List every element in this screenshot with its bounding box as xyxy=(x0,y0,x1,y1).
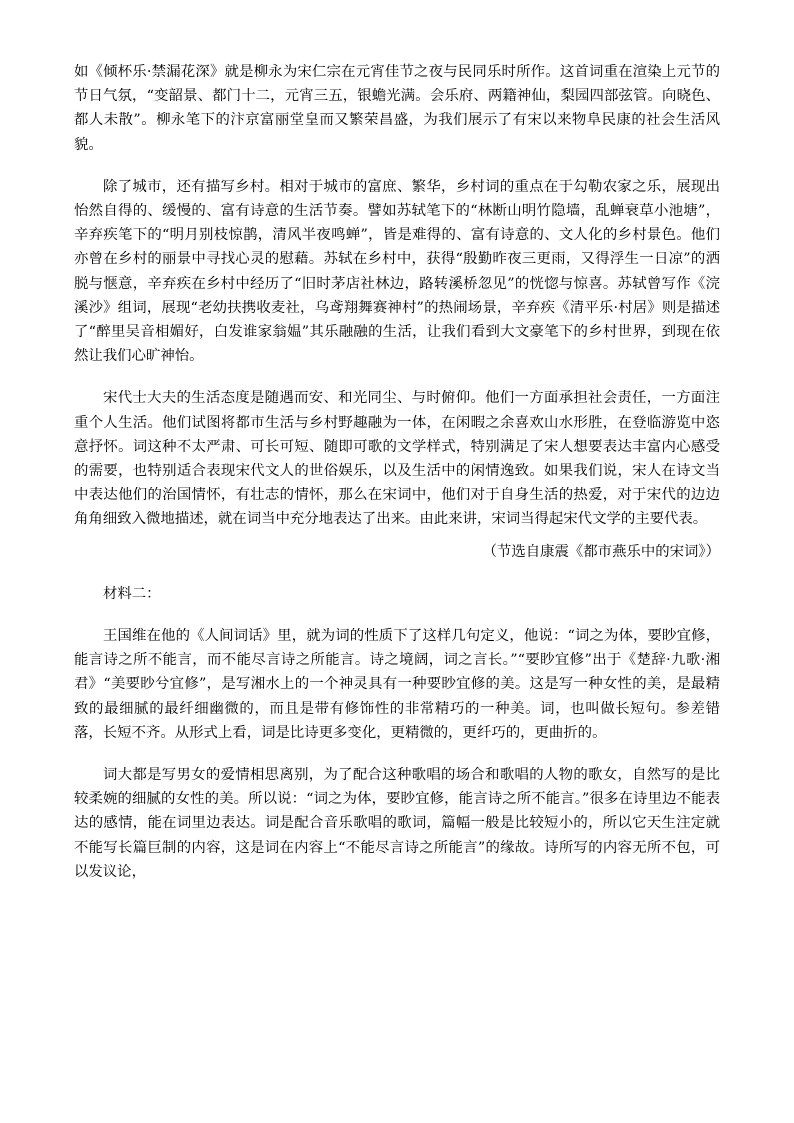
paragraph-village: 除了城市，还有描写乡村。相对于城市的富庶、繁华，乡村词的重点在于勾勒农家之乐，展现出怡然自得的、缓慢的、富有诗意的生活节奏。譬如苏轼笔下的“林断山明竹隐墙，乱蝉衰草小池塘”，辛弃疾笔下的“明月别枝惊鹊，清风半夜鸣蝉”，皆是难得的、富有诗意的、文人化的乡村景色。他们亦曾在乡村的丽景中寻找心灵的慰藉。苏轼在乡村中，获得“殷勤昨夜三更雨，又得浮生一日凉”的洒脱与惬意，辛弃疾在乡村中经历了“旧时茅店社林边，路转溪桥忽见”的恍惚与惊喜。苏轼曾写作《浣溪沙》组词，展现“老幼扶携收麦社，乌鸢翔舞赛神村”的热闹场景，辛弃疾《清平乐·村居》则是描述了“醉里吴音相媚好，白发谁家翁媪”其乐融融的生活，让我们看到大文豪笔下的乡村世界，到现在依然让我们心旷神怡。 xyxy=(74,178,720,365)
paragraph-ci-content: 词大都是写男女的爱情相思离别，为了配合这种歌唱的场合和歌唱的人物的歌女，自然写的是比较柔婉的细腻的女性的美。所以说：“词之为体，要眇宜修，能言诗之所不能言。”很多在诗里边不能表达的感情，能在词里边表达。词是配合音乐歌唱的歌词，篇幅一般是比较短小的，所以它天生注定就不能写长篇巨制的内容，这是词在内容上“不能尽言诗之所能言”的缘故。诗所写的内容无所不包，可以发议论， xyxy=(74,767,720,880)
paragraph-scholar-attitude: 宋代士大夫的生活态度是随遇而安、和光同尘、与时俯仰。他们一方面承担社会责任，一方面注重个人生活。他们试图将都市生活与乡村野趣融为一体，在闲暇之余喜欢山水形胜，在登临游览中恣意抒怀。词这种不太严肃、可长可短、随即可歌的文学样式，特别满足了宋人想要表达丰富内心感受的需要，也特别适合表现宋代文人的世俗娱乐，以及生活中的闲情逸致。如果我们说，宋人在诗文当中表达他们的治国情怀，有壮志的情怀，那么在宋词中，他们对于自身生活的热爱，对于宋代的边边角角细致入微地描述，就在词当中充分地表达了出来。由此来讲，宋词当得起宋代文学的主要代表。 xyxy=(74,390,720,528)
source-citation: （节选自康震《都市燕乐中的宋词》） xyxy=(482,543,720,560)
paragraph-wang-guowei: 王国维在他的《人间词话》里，就为词的性质下了这样几句定义，他说：“词之为体，要眇宜修，能言诗之所不能言，而不能尽言诗之所能言。诗之境阔，词之言长。”“要眇宜修”出于《楚辞·九歌·湘君》“美要眇兮宜修”，是写湘水上的一个神灵具有一种要眇宜修的美。这是写一种女性的美，是最精致的最细腻的最纤细幽微的，而且是带有修饰性的非常精巧的一种美。词，也叫做长短句。参差错落，长短不齐。从形式上看，词是比诗更多变化，更精微的，更纤巧的，更曲折的。 xyxy=(74,628,720,741)
material-two-label: 材料二： xyxy=(103,585,161,602)
paragraph-lead: 如《倾杯乐·禁漏花深》就是柳永为宋仁宗在元宵佳节之夜与民同乐时所作。这首词重在渲染上元节的节日气氛，“变韶景、都门十二，元宵三五，银蟾光满。会乐府、两籍神仙，梨园四部弦管。向晓色、都人未散”。柳永笔下的汴京富丽堂皇而又繁荣昌盛，为我们展示了有宋以来物阜民康的社会生活风貌。 xyxy=(74,64,720,153)
